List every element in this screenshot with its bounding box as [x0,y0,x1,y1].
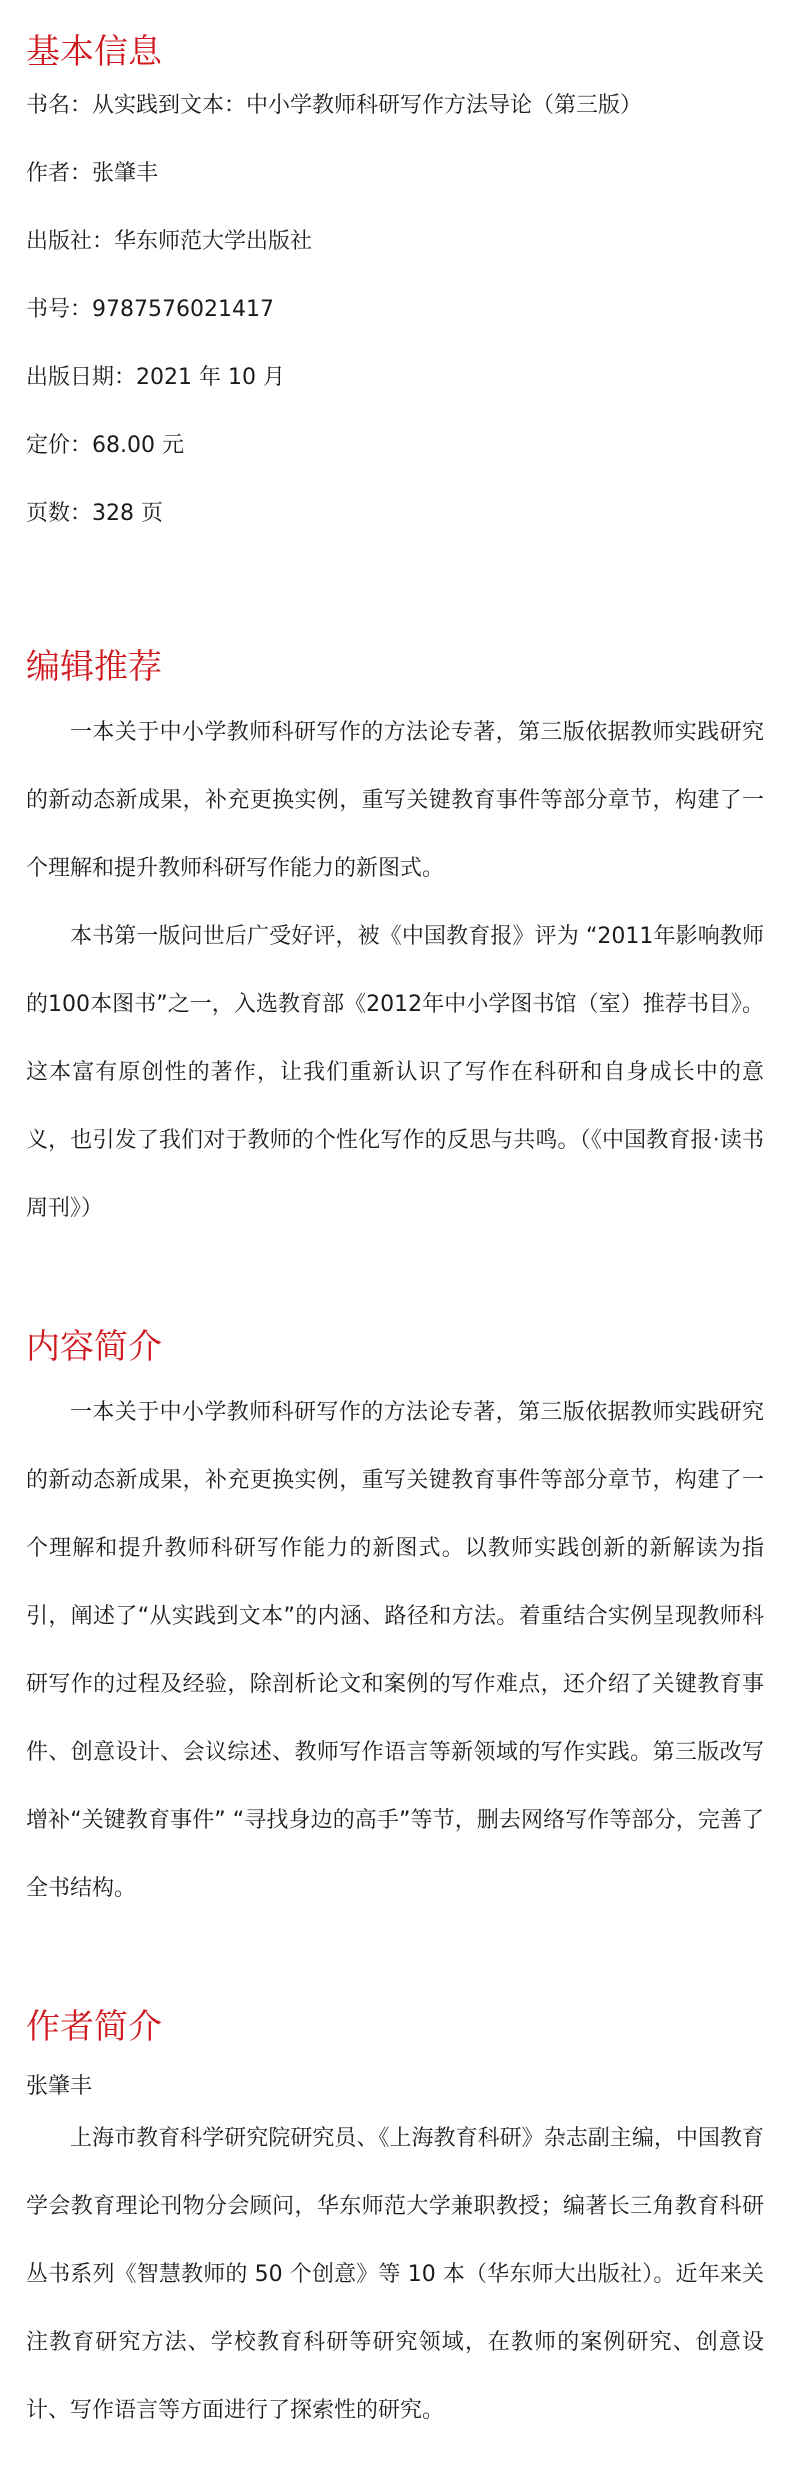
editor-paragraph-2: 本书第一版问世后广受好评，被《中国教育报》评为 “2011年影响教师的100本图书”之一，入选教育部《2012年中小学图书馆（室）推荐书目》。 这本富有原创性的著作，让我们重新认识了写作在科研和自身成长中的意义，也引发了我们对于教师的个性化写作的反思与共鸣。（《中国教育报·读书周刊》） [26,924,764,1221]
author-name: 张肇丰 [26,2074,93,2099]
author-intro-section [26,2005,764,2445]
book-title-line: 书名：从实践到文本：中小学教师科研写作方法导论（第三版） [26,93,643,118]
author-line: 作者：张肇丰 [26,161,159,186]
pages-line: 页数：328 页 [26,501,163,526]
author-intro-heading: 作者简介 [26,2007,162,2047]
editor-recommendation-section [26,645,764,1243]
publish-date-line: 出版日期：2021 年 10 月 [26,365,285,390]
isbn-line: 书号：9787576021417 [26,297,274,322]
content-summary-heading: 内容简介 [26,1327,162,1367]
basic-info-section [26,30,764,530]
publisher-line: 出版社：华东师范大学出版社 [26,229,313,254]
basic-info-heading: 基本信息 [26,32,162,72]
author-paragraph-1: 上海市教育科学研究院研究员、《上海教育科研》杂志副主编，中国教育学会教育理论刊物分会顾问，华东师范大学兼职教授；编著长三角教育科研丛书系列《智慧教师的 50 个创意》等 10 本（华东师大出版社）。近年来关注教育研究方法、学校教育科研等研究领域，在教师的案例研究、创意设计、写作语言等方面进行了探索性的研究。 [26,2126,764,2423]
price-line: 定价：68.00 元 [26,433,184,458]
editor-recommendation-heading: 编辑推荐 [26,647,162,687]
editor-paragraph-1: 一本关于中小学教师科研写作的方法论专著，第三版依据教师实践研究的新动态新成果，补充更换实例，重写关键教育事件等部分章节，构建了一个理解和提升教师科研写作能力的新图式。 [26,720,764,881]
content-paragraph-1: 一本关于中小学教师科研写作的方法论专著，第三版依据教师实践研究的新动态新成果，补充更换实例，重写关键教育事件等部分章节，构建了一个理解和提升教师科研写作能力的新图式。以教师实践创新的新解读为指引，阐述了“从实践到文本”的内涵、路径和方法。着重结合实例呈现教师科研写作的过程及经验，除剖析论文和案例的写作难点，还介绍了关键教育事件、创意设计、会议综述、教师写作语言等新领域的写作实践。第三版改写增补“关键教育事件” “寻找身边的高手”等节，删去网络写作等部分，完善了全书结构。 [26,1400,764,1901]
content-summary-section [26,1325,764,1923]
